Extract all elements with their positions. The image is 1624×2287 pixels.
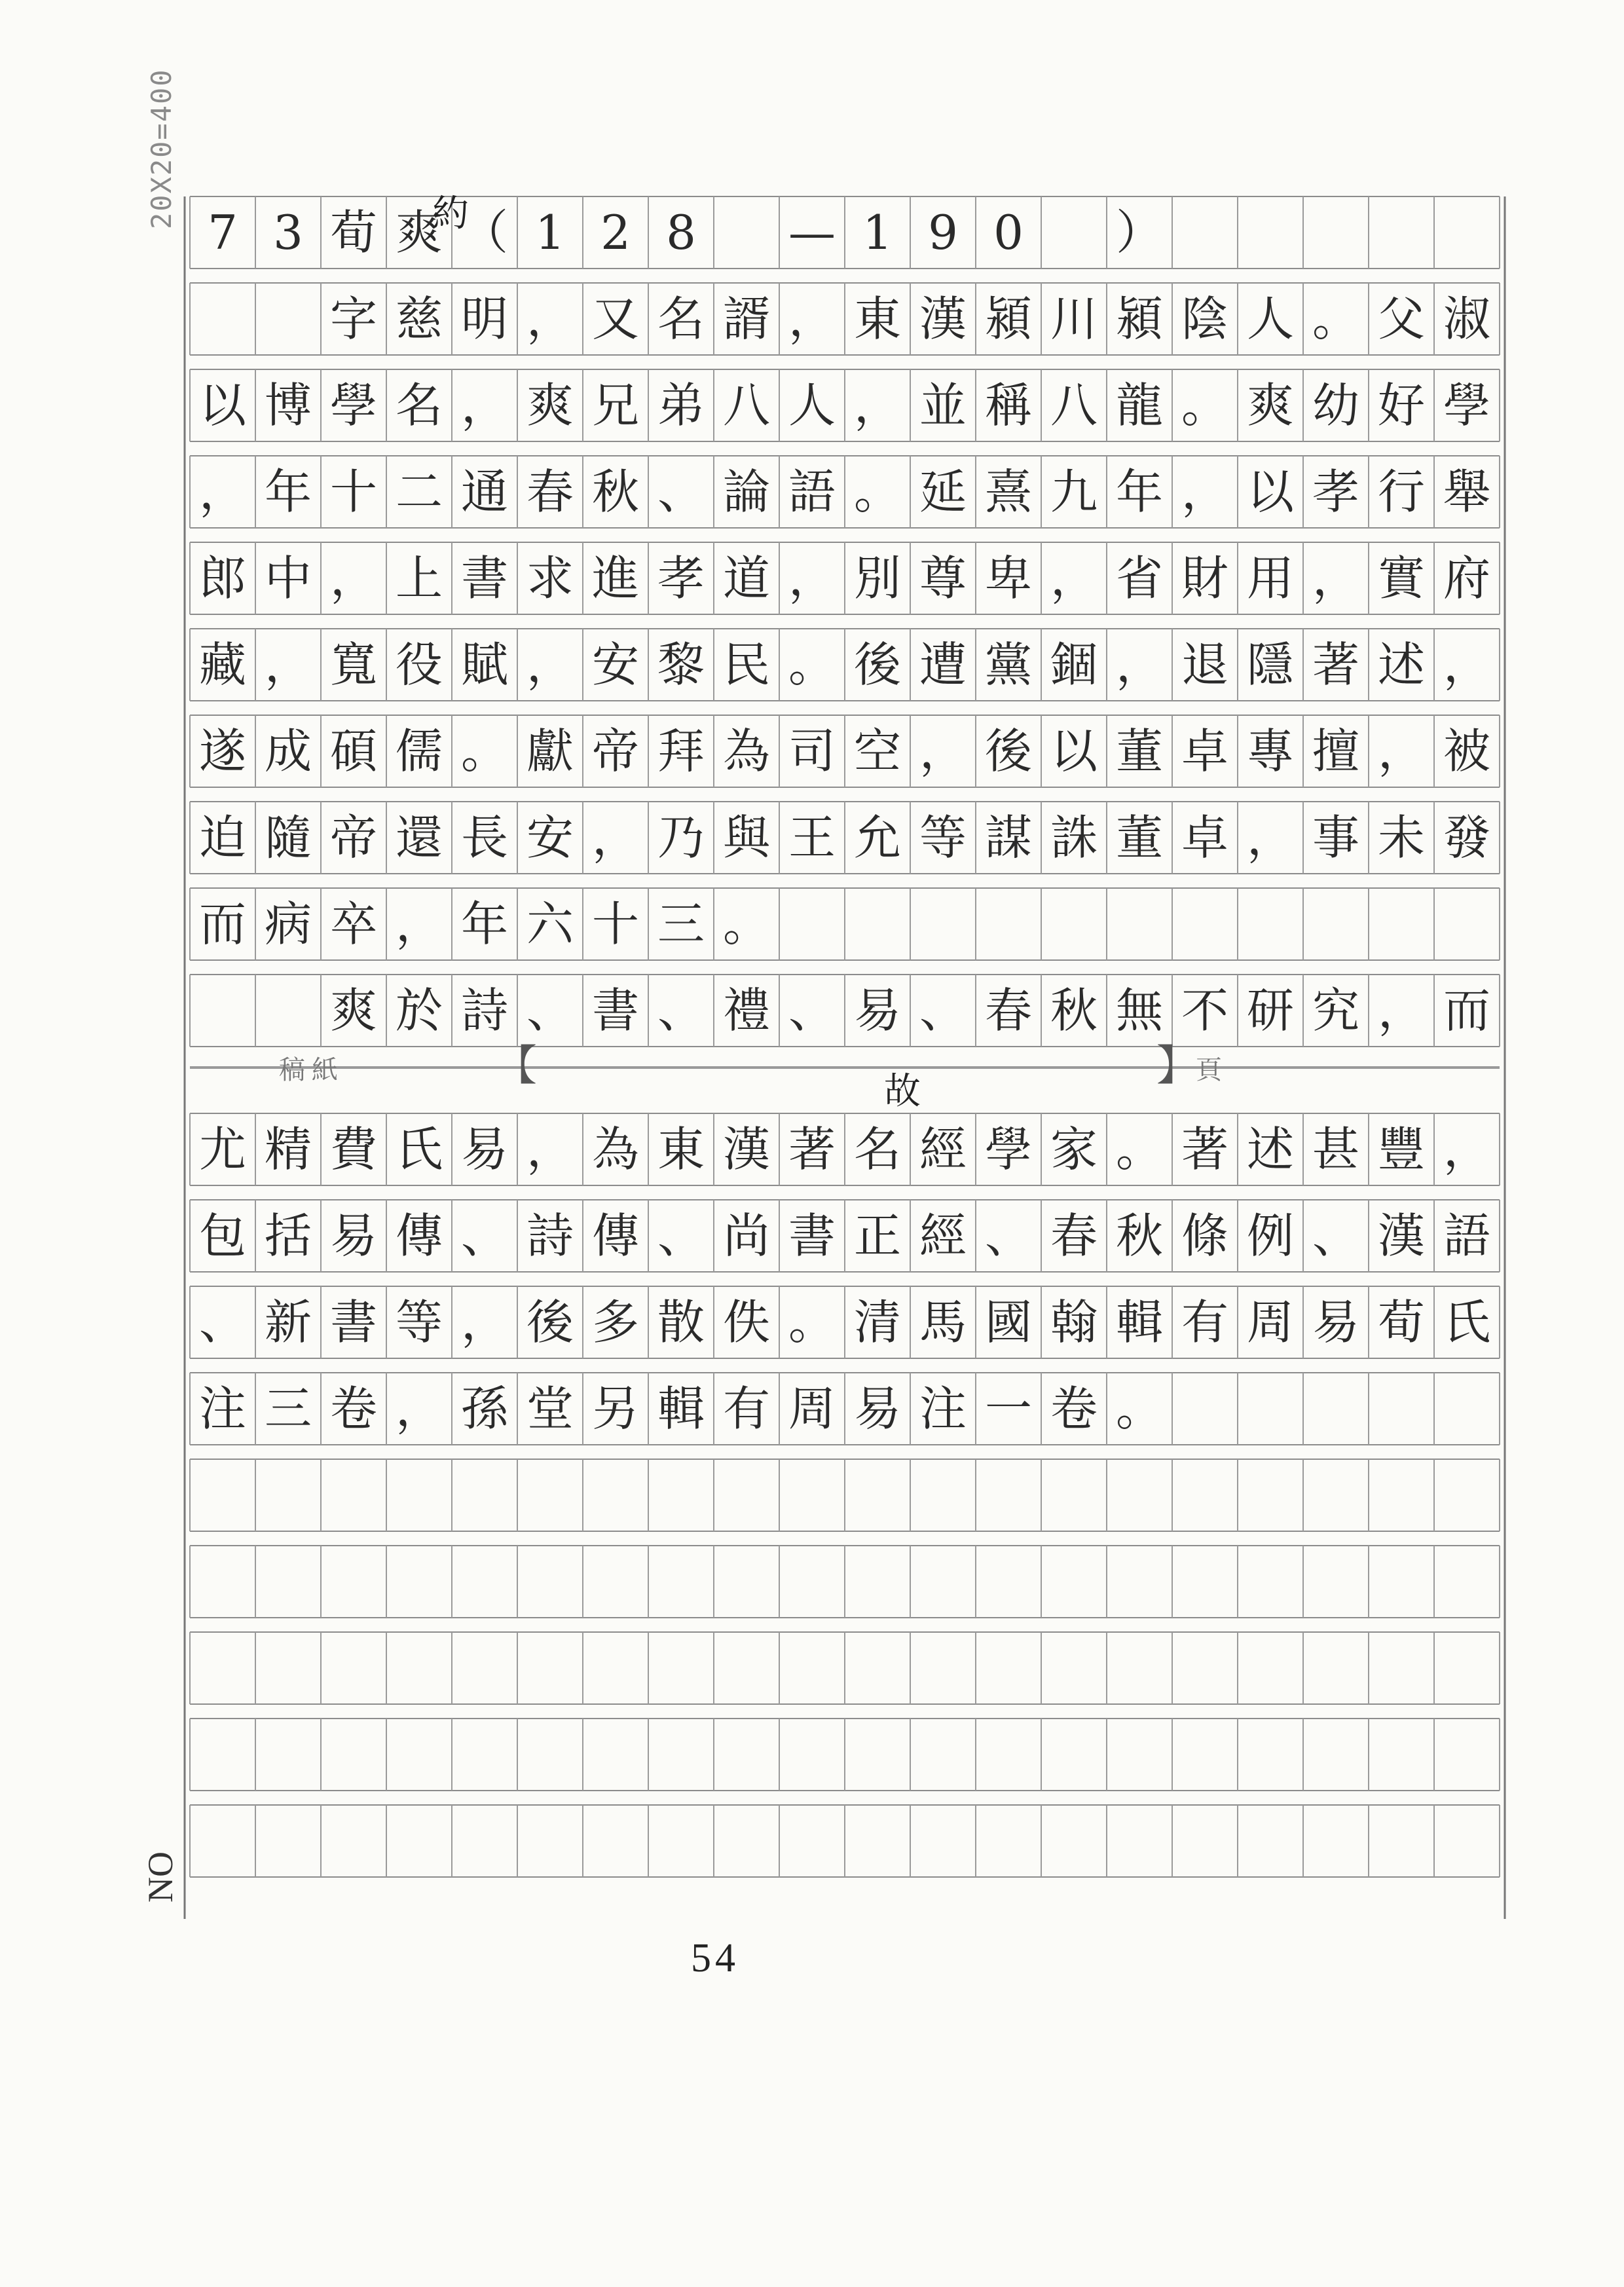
manuscript-char: ，: [198, 464, 246, 519]
manuscript-char: 而: [1443, 983, 1490, 1038]
manuscript-char: 民: [722, 637, 770, 692]
manuscript-char: 求: [526, 551, 574, 606]
manuscript-char: 人: [1246, 291, 1294, 346]
manuscript-char: 熹: [984, 464, 1032, 519]
manuscript-char: 易: [1312, 1295, 1359, 1350]
manuscript-char: 中: [264, 551, 312, 606]
manuscript-char: 隱: [1246, 637, 1294, 692]
manuscript-char: 與: [722, 810, 770, 865]
manuscript-char: 、: [657, 983, 705, 1038]
manuscript-char: 卷: [1050, 1381, 1098, 1436]
manuscript-char: 卓: [1181, 724, 1228, 779]
manuscript-char: 遂: [198, 724, 246, 779]
manuscript-char: 書: [460, 551, 508, 606]
manuscript-char: 另: [591, 1381, 639, 1436]
manuscript-char: 十: [329, 464, 377, 519]
manuscript-char: 秋: [591, 464, 639, 519]
manuscript-char: 以: [1246, 464, 1294, 519]
manuscript-char: 府: [1443, 551, 1490, 606]
manuscript-char: ，: [395, 1381, 443, 1436]
manuscript-char: 董: [1115, 724, 1163, 779]
manuscript-char: 括: [264, 1208, 312, 1263]
correction-above-line: 故: [884, 1070, 921, 1113]
manuscript-char: 精: [264, 1122, 312, 1177]
manuscript-char: 。: [722, 897, 770, 952]
manuscript-char: 稱: [984, 378, 1032, 433]
manuscript-char: 0: [993, 205, 1024, 260]
manuscript-char: 兄: [591, 378, 639, 433]
manuscript-char: 荀: [329, 205, 377, 260]
manuscript-char: 。: [1115, 1122, 1163, 1177]
manuscript-char: 名: [657, 291, 705, 346]
manuscript-char: 藏: [198, 637, 246, 692]
manuscript-char: 川: [1050, 291, 1098, 346]
sheet-format-label: 20X20=400: [145, 68, 177, 229]
manuscript-char: 卓: [1181, 810, 1228, 865]
manuscript-char: 、: [657, 1208, 705, 1263]
manuscript-char: 等: [395, 1295, 443, 1350]
manuscript-char: 明: [460, 291, 508, 346]
manuscript-char: 允: [853, 810, 901, 865]
manuscript-char: ，: [1246, 810, 1294, 865]
manuscript-char: 秋: [1050, 983, 1098, 1038]
manuscript-char: 空: [853, 724, 901, 779]
manuscript-char: ，: [1443, 1122, 1490, 1177]
manuscript-char: （: [460, 205, 508, 260]
manuscript-char: 2: [600, 205, 631, 260]
manuscript-char: 財: [1181, 551, 1228, 606]
manuscript-char: 傳: [591, 1208, 639, 1263]
manuscript-char: 並: [919, 378, 967, 433]
manuscript-char: 述: [1377, 637, 1425, 692]
manuscript-char: 尊: [919, 551, 967, 606]
manuscript-char: 卒: [329, 897, 377, 952]
manuscript-char: 以: [1050, 724, 1098, 779]
manuscript-char: 進: [591, 551, 639, 606]
manuscript-char: 經: [919, 1122, 967, 1177]
manuscript-char: 語: [788, 464, 836, 519]
manuscript-char: 役: [395, 637, 443, 692]
manuscript-char: ，: [264, 637, 312, 692]
manuscript-char: 後: [984, 724, 1032, 779]
manuscript-char: 9: [928, 205, 958, 260]
manuscript-char: 學: [984, 1122, 1032, 1177]
manuscript-char: 等: [919, 810, 967, 865]
manuscript-char: 卑: [984, 551, 1032, 606]
manuscript-char: 漢: [722, 1122, 770, 1177]
manuscript-char: 錮: [1050, 637, 1098, 692]
manuscript-char: 好: [1377, 378, 1425, 433]
manuscript-char: 幼: [1312, 378, 1359, 433]
manuscript-char: 上: [395, 551, 443, 606]
manuscript-char: 賦: [460, 637, 508, 692]
manuscript-char: 、: [526, 983, 574, 1038]
manuscript-char: ，: [1443, 637, 1490, 692]
manuscript-char: 有: [722, 1381, 770, 1436]
fold-bracket-left: 【: [495, 1042, 537, 1090]
manuscript-char: 費: [329, 1122, 377, 1177]
manuscript-char: 名: [853, 1122, 901, 1177]
manuscript-char: 潁: [984, 291, 1032, 346]
manuscript-char: 新: [264, 1295, 312, 1350]
manuscript-char: 又: [591, 291, 639, 346]
manuscript-char: 被: [1443, 724, 1490, 779]
manuscript-char: ，: [329, 551, 377, 606]
manuscript-char: 字: [329, 291, 377, 346]
manuscript-char: 經: [919, 1208, 967, 1263]
manuscript-char: 通: [460, 464, 508, 519]
manuscript-char: 王: [788, 810, 836, 865]
manuscript-char: 乃: [657, 810, 705, 865]
manuscript-char: 注: [198, 1381, 246, 1436]
manuscript-char: 爽: [329, 983, 377, 1038]
manuscript-char: 諝: [722, 291, 770, 346]
manuscript-char: ，: [853, 378, 901, 433]
paper-brand-label: 稿紙: [279, 1055, 344, 1085]
manuscript-char: 三: [264, 1381, 312, 1436]
manuscript-char: [255, 975, 321, 1047]
manuscript-char: [190, 283, 255, 355]
manuscript-char: 。: [788, 1295, 836, 1350]
manuscript-char: 氏: [395, 1122, 443, 1177]
manuscript-char: 年: [1115, 464, 1163, 519]
manuscript-char: 無: [1115, 983, 1163, 1038]
manuscript-char: 著: [1312, 637, 1359, 692]
manuscript-char: 。: [853, 464, 901, 519]
manuscript-char: 人: [788, 378, 836, 433]
manuscript-char: 春: [984, 983, 1032, 1038]
manuscript-char: 安: [526, 810, 574, 865]
manuscript-char: ，: [1050, 551, 1098, 606]
manuscript-char: 二: [395, 464, 443, 519]
page-number: 54: [691, 1936, 739, 1980]
manuscript-char: 多: [591, 1295, 639, 1350]
manuscript-char: 爽: [526, 378, 574, 433]
manuscript-char: 未: [1377, 810, 1425, 865]
manuscript-char: 國: [984, 1295, 1032, 1350]
manuscript-char: 輯: [1115, 1295, 1163, 1350]
manuscript-char: 不: [1181, 983, 1228, 1038]
manuscript-char: 卷: [329, 1381, 377, 1436]
manuscript-char: 延: [919, 464, 967, 519]
manuscript-char: 詩: [526, 1208, 574, 1263]
manuscript-char: 舉: [1443, 464, 1490, 519]
manuscript-char: 漢: [919, 291, 967, 346]
manuscript-char: 豐: [1377, 1122, 1425, 1177]
manuscript-char: 郎: [198, 551, 246, 606]
manuscript-char: ，: [460, 378, 508, 433]
manuscript-char: 父: [1377, 291, 1425, 346]
manuscript-char: 。: [1312, 291, 1359, 346]
manuscript-char: 擅: [1312, 724, 1359, 779]
manuscript-char: 省: [1115, 551, 1163, 606]
manuscript-char: 荀: [1377, 1295, 1425, 1350]
manuscript-char: 碩: [329, 724, 377, 779]
manuscript-char: 博: [264, 378, 312, 433]
manuscript-char: 孝: [657, 551, 705, 606]
manuscript-char: ，: [1312, 551, 1359, 606]
manuscript-char: 例: [1246, 1208, 1294, 1263]
manuscript-char: 長: [460, 810, 508, 865]
manuscript-char: 帝: [591, 724, 639, 779]
manuscript-char: ）: [1115, 205, 1163, 260]
manuscript-char: ，: [526, 637, 574, 692]
manuscript-char: 究: [1312, 983, 1359, 1038]
manuscript-char: 易: [853, 983, 901, 1038]
manuscript-char: ，: [1115, 637, 1163, 692]
manuscript-char: 、: [460, 1208, 508, 1263]
manuscript-char: 、: [657, 464, 705, 519]
manuscript-char: 著: [788, 1122, 836, 1177]
manuscript-char: 翰: [1050, 1295, 1098, 1350]
manuscript-char: 、: [1312, 1208, 1359, 1263]
manuscript-char: 爽: [1246, 378, 1294, 433]
manuscript-char: 道: [722, 551, 770, 606]
manuscript-char: 司: [788, 724, 836, 779]
manuscript-char: 。: [1115, 1381, 1163, 1436]
manuscript-char: [714, 196, 779, 269]
manuscript-char: 學: [1443, 378, 1490, 433]
manuscript-char: 著: [1181, 1122, 1228, 1177]
manuscript-char: 寬: [329, 637, 377, 692]
manuscript-char: 3: [273, 205, 303, 260]
manuscript-char: 書: [591, 983, 639, 1038]
manuscript-char: 於: [395, 983, 443, 1038]
manuscript-char: ，: [919, 724, 967, 779]
manuscript-char: 退: [1181, 637, 1228, 692]
manuscript-char: 氏: [1443, 1295, 1490, 1350]
manuscript-char: 、: [919, 983, 967, 1038]
manuscript-char: ，: [788, 551, 836, 606]
manuscript-char: 論: [722, 464, 770, 519]
manuscript-char: 後: [853, 637, 901, 692]
manuscript-char: 散: [657, 1295, 705, 1350]
manuscript-char: 秋: [1115, 1208, 1163, 1263]
manuscript-char: 十: [591, 897, 639, 952]
manuscript-char: 年: [460, 897, 508, 952]
manuscript-char: 春: [526, 464, 574, 519]
manuscript-char: 易: [329, 1208, 377, 1263]
manuscript-char: 獻: [526, 724, 574, 779]
manuscript-char: 傳: [395, 1208, 443, 1263]
manuscript-char: 。: [1181, 378, 1228, 433]
manuscript-char: 研: [1246, 983, 1294, 1038]
manuscript-char: 三: [657, 897, 705, 952]
page-fold-band: [187, 1041, 1490, 1094]
manuscript-char: 馬: [919, 1295, 967, 1350]
manuscript-char: 謀: [984, 810, 1032, 865]
manuscript-char: 誅: [1050, 810, 1098, 865]
manuscript-char: 隨: [264, 810, 312, 865]
manuscript-char: 迫: [198, 810, 246, 865]
manuscript-char: 孫: [460, 1381, 508, 1436]
manuscript-char: 1: [535, 205, 565, 260]
manuscript-char: 名: [395, 378, 443, 433]
manuscript-char: 成: [264, 724, 312, 779]
manuscript-char: 易: [460, 1122, 508, 1177]
manuscript-char: ，: [526, 291, 574, 346]
manuscript-char: 7: [208, 205, 238, 260]
manuscript-char: 甚: [1312, 1122, 1359, 1177]
manuscript-char: ，: [1377, 983, 1425, 1038]
manuscript-char: ，: [788, 291, 836, 346]
sheet-no-label: NO: [141, 1851, 180, 1903]
manuscript-char: 九: [1050, 464, 1098, 519]
manuscript-char: [255, 283, 321, 355]
manuscript-char: 為: [722, 724, 770, 779]
manuscript-char: 帝: [329, 810, 377, 865]
manuscript-char: 龍: [1115, 378, 1163, 433]
manuscript-char: 發: [1443, 810, 1490, 865]
manuscript-char: 堂: [526, 1381, 574, 1436]
manuscript-char: [190, 975, 255, 1047]
manuscript-char: 孝: [1312, 464, 1359, 519]
manuscript-char: 慈: [395, 291, 443, 346]
manuscript-char: 儒: [395, 724, 443, 779]
manuscript-char: 。: [788, 637, 836, 692]
page-label: 頁: [1196, 1055, 1242, 1085]
manuscript-char: 東: [657, 1122, 705, 1177]
fold-bracket-right: 】: [1156, 1042, 1198, 1090]
manuscript-char: 書: [788, 1208, 836, 1263]
manuscript-char: 漢: [1377, 1208, 1425, 1263]
manuscript-char: 用: [1246, 551, 1294, 606]
correction-above-title: 約: [432, 193, 469, 235]
manuscript-char: 8: [666, 205, 696, 260]
manuscript-char: 八: [1050, 378, 1098, 433]
manuscript-char: 詩: [460, 983, 508, 1038]
manuscript-char: ，: [526, 1122, 574, 1177]
manuscript-char: ，: [591, 810, 639, 865]
manuscript-char: 淑: [1443, 291, 1490, 346]
manuscript-char: 專: [1246, 724, 1294, 779]
manuscript-char: 、: [788, 983, 836, 1038]
manuscript-char: 後: [526, 1295, 574, 1350]
manuscript-char: 周: [1246, 1295, 1294, 1350]
manuscript-char: 病: [264, 897, 312, 952]
manuscript-char: —: [788, 205, 836, 260]
manuscript-char: 佚: [722, 1295, 770, 1350]
manuscript-char: 董: [1115, 810, 1163, 865]
manuscript-char: 爽: [395, 205, 443, 260]
manuscript-char: 實: [1377, 551, 1425, 606]
manuscript-char: 拜: [657, 724, 705, 779]
manuscript-char: ，: [1377, 724, 1425, 779]
manuscript-char: 有: [1181, 1295, 1228, 1350]
manuscript-char: 輯: [657, 1381, 705, 1436]
manuscript-char: ，: [460, 1295, 508, 1350]
manuscript-char: 以: [198, 378, 246, 433]
manuscript-char: 尚: [722, 1208, 770, 1263]
manuscript-char: 別: [853, 551, 901, 606]
manuscript-char: 六: [526, 897, 574, 952]
manuscript-char: 黎: [657, 637, 705, 692]
manuscript-char: 陰: [1181, 291, 1228, 346]
manuscript-char: 事: [1312, 810, 1359, 865]
manuscript-char: ，: [395, 897, 443, 952]
manuscript-char: 、: [984, 1208, 1032, 1263]
manuscript-char: 清: [853, 1295, 901, 1350]
manuscript-char: 家: [1050, 1122, 1098, 1177]
manuscript-char: 注: [919, 1381, 967, 1436]
manuscript-char: 。: [460, 724, 508, 779]
manuscript-char: 安: [591, 637, 639, 692]
manuscript-char: 黨: [984, 637, 1032, 692]
manuscript-char: 述: [1246, 1122, 1294, 1177]
manuscript-char: 八: [722, 378, 770, 433]
manuscript-char: 禮: [722, 983, 770, 1038]
manuscript-char: 而: [198, 897, 246, 952]
manuscript-char: 行: [1377, 464, 1425, 519]
manuscript-char: 春: [1050, 1208, 1098, 1263]
manuscript-char: 書: [329, 1295, 377, 1350]
manuscript-char: 還: [395, 810, 443, 865]
manuscript-char: 、: [198, 1295, 246, 1350]
manuscript-char: 正: [853, 1208, 901, 1263]
manuscript-char: 學: [329, 378, 377, 433]
manuscript-char: 弟: [657, 378, 705, 433]
manuscript-char: 1: [862, 205, 893, 260]
manuscript-char: 年: [264, 464, 312, 519]
manuscript-char: 東: [853, 291, 901, 346]
manuscript-char: ，: [1181, 464, 1228, 519]
manuscript-char: 語: [1443, 1208, 1490, 1263]
manuscript-char: 潁: [1115, 291, 1163, 346]
manuscript-char: [1041, 196, 1107, 269]
manuscript-char: 周: [788, 1381, 836, 1436]
manuscript-char: 一: [984, 1381, 1032, 1436]
manuscript-char: 遭: [919, 637, 967, 692]
manuscript-char: 易: [853, 1381, 901, 1436]
manuscript-char: 條: [1181, 1208, 1228, 1263]
manuscript-char: 包: [198, 1208, 246, 1263]
manuscript-char: 尤: [198, 1122, 246, 1177]
manuscript-char: 為: [591, 1122, 639, 1177]
